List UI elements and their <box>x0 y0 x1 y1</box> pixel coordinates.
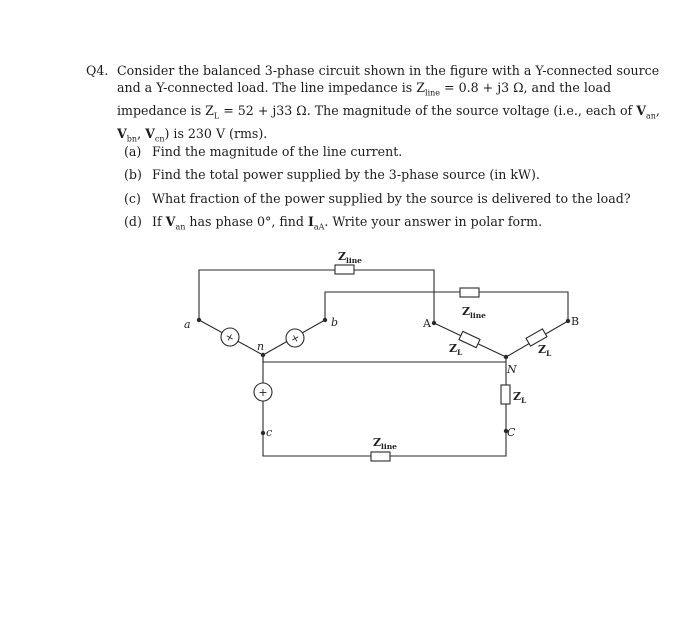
question-line-2: and a Y-connected load. The line impedance is $Z_{line} = 0.8 + j3$ Ω, and the load <box>117 80 612 98</box>
zl-load-a-resistor <box>459 331 480 347</box>
node-N-label: N <box>507 363 517 376</box>
terminal-a <box>197 318 201 322</box>
zline-middle-resistor <box>460 288 479 297</box>
source-b <box>286 329 304 347</box>
question-line-4: $V_{bn}$, $V_{cn}$) is 230 V (rms). <box>117 125 268 144</box>
node-C-label: C <box>507 426 516 439</box>
part-c: (c) What fraction of the power supplied by the source is delivered to the load? <box>124 190 631 206</box>
wire-neutral <box>263 355 506 362</box>
node-b-label: b <box>331 316 339 329</box>
part-d: (d) If $V_{an}$ has phase 0°, find $I_{aA}$. Write your answer in polar form. <box>124 213 543 232</box>
terminal-n <box>261 353 265 357</box>
terminal-b <box>323 318 327 322</box>
node-n-label: n <box>257 340 265 353</box>
source-a-sign: + <box>222 329 237 346</box>
terminal-dots <box>197 318 570 435</box>
wire-line-b <box>325 292 568 321</box>
zl-load-c-resistor <box>501 385 510 404</box>
wire-line-a <box>199 270 434 323</box>
terminal-N <box>504 355 508 359</box>
node-A-label: A <box>423 317 431 330</box>
zline-bottom-label: $Z_{line}$ <box>373 436 397 451</box>
zline-top-resistor <box>335 265 354 274</box>
zl-a-label: $Z_L$ <box>449 342 463 357</box>
node-a-label: a <box>184 318 191 331</box>
zline-middle-label: $Z_{line}$ <box>462 305 486 320</box>
source-b-sign: + <box>288 330 303 347</box>
source-c <box>254 383 272 401</box>
zl-b-label: $Z_L$ <box>538 343 552 358</box>
terminal-B <box>566 319 570 323</box>
question-line-1: Q4. Consider the balanced 3-phase circuit shown in the figure with a Y-connected source <box>86 63 660 78</box>
terminal-c <box>261 431 265 435</box>
zl-c-label: $Z_L$ <box>513 390 527 405</box>
node-B-label: B <box>571 315 580 328</box>
source-a <box>221 328 239 346</box>
question-line-3: impedance is $Z_L = 52 + j33$ Ω. The magnitude of the source voltage (i.e., each of $V_{an}$, <box>117 102 660 121</box>
zline-top-label: $Z_{line}$ <box>338 250 362 265</box>
node-c-label: c <box>266 426 273 439</box>
question-number: Q4. <box>86 63 109 78</box>
part-a: (a) Find the magnitude of the line current. <box>124 144 403 159</box>
source-c-sign: + <box>258 386 268 399</box>
terminal-A <box>432 321 436 325</box>
part-b: (b) Find the total power supplied by the 3-phase source (in kW). <box>124 167 540 183</box>
zline-bottom-resistor <box>371 452 390 461</box>
